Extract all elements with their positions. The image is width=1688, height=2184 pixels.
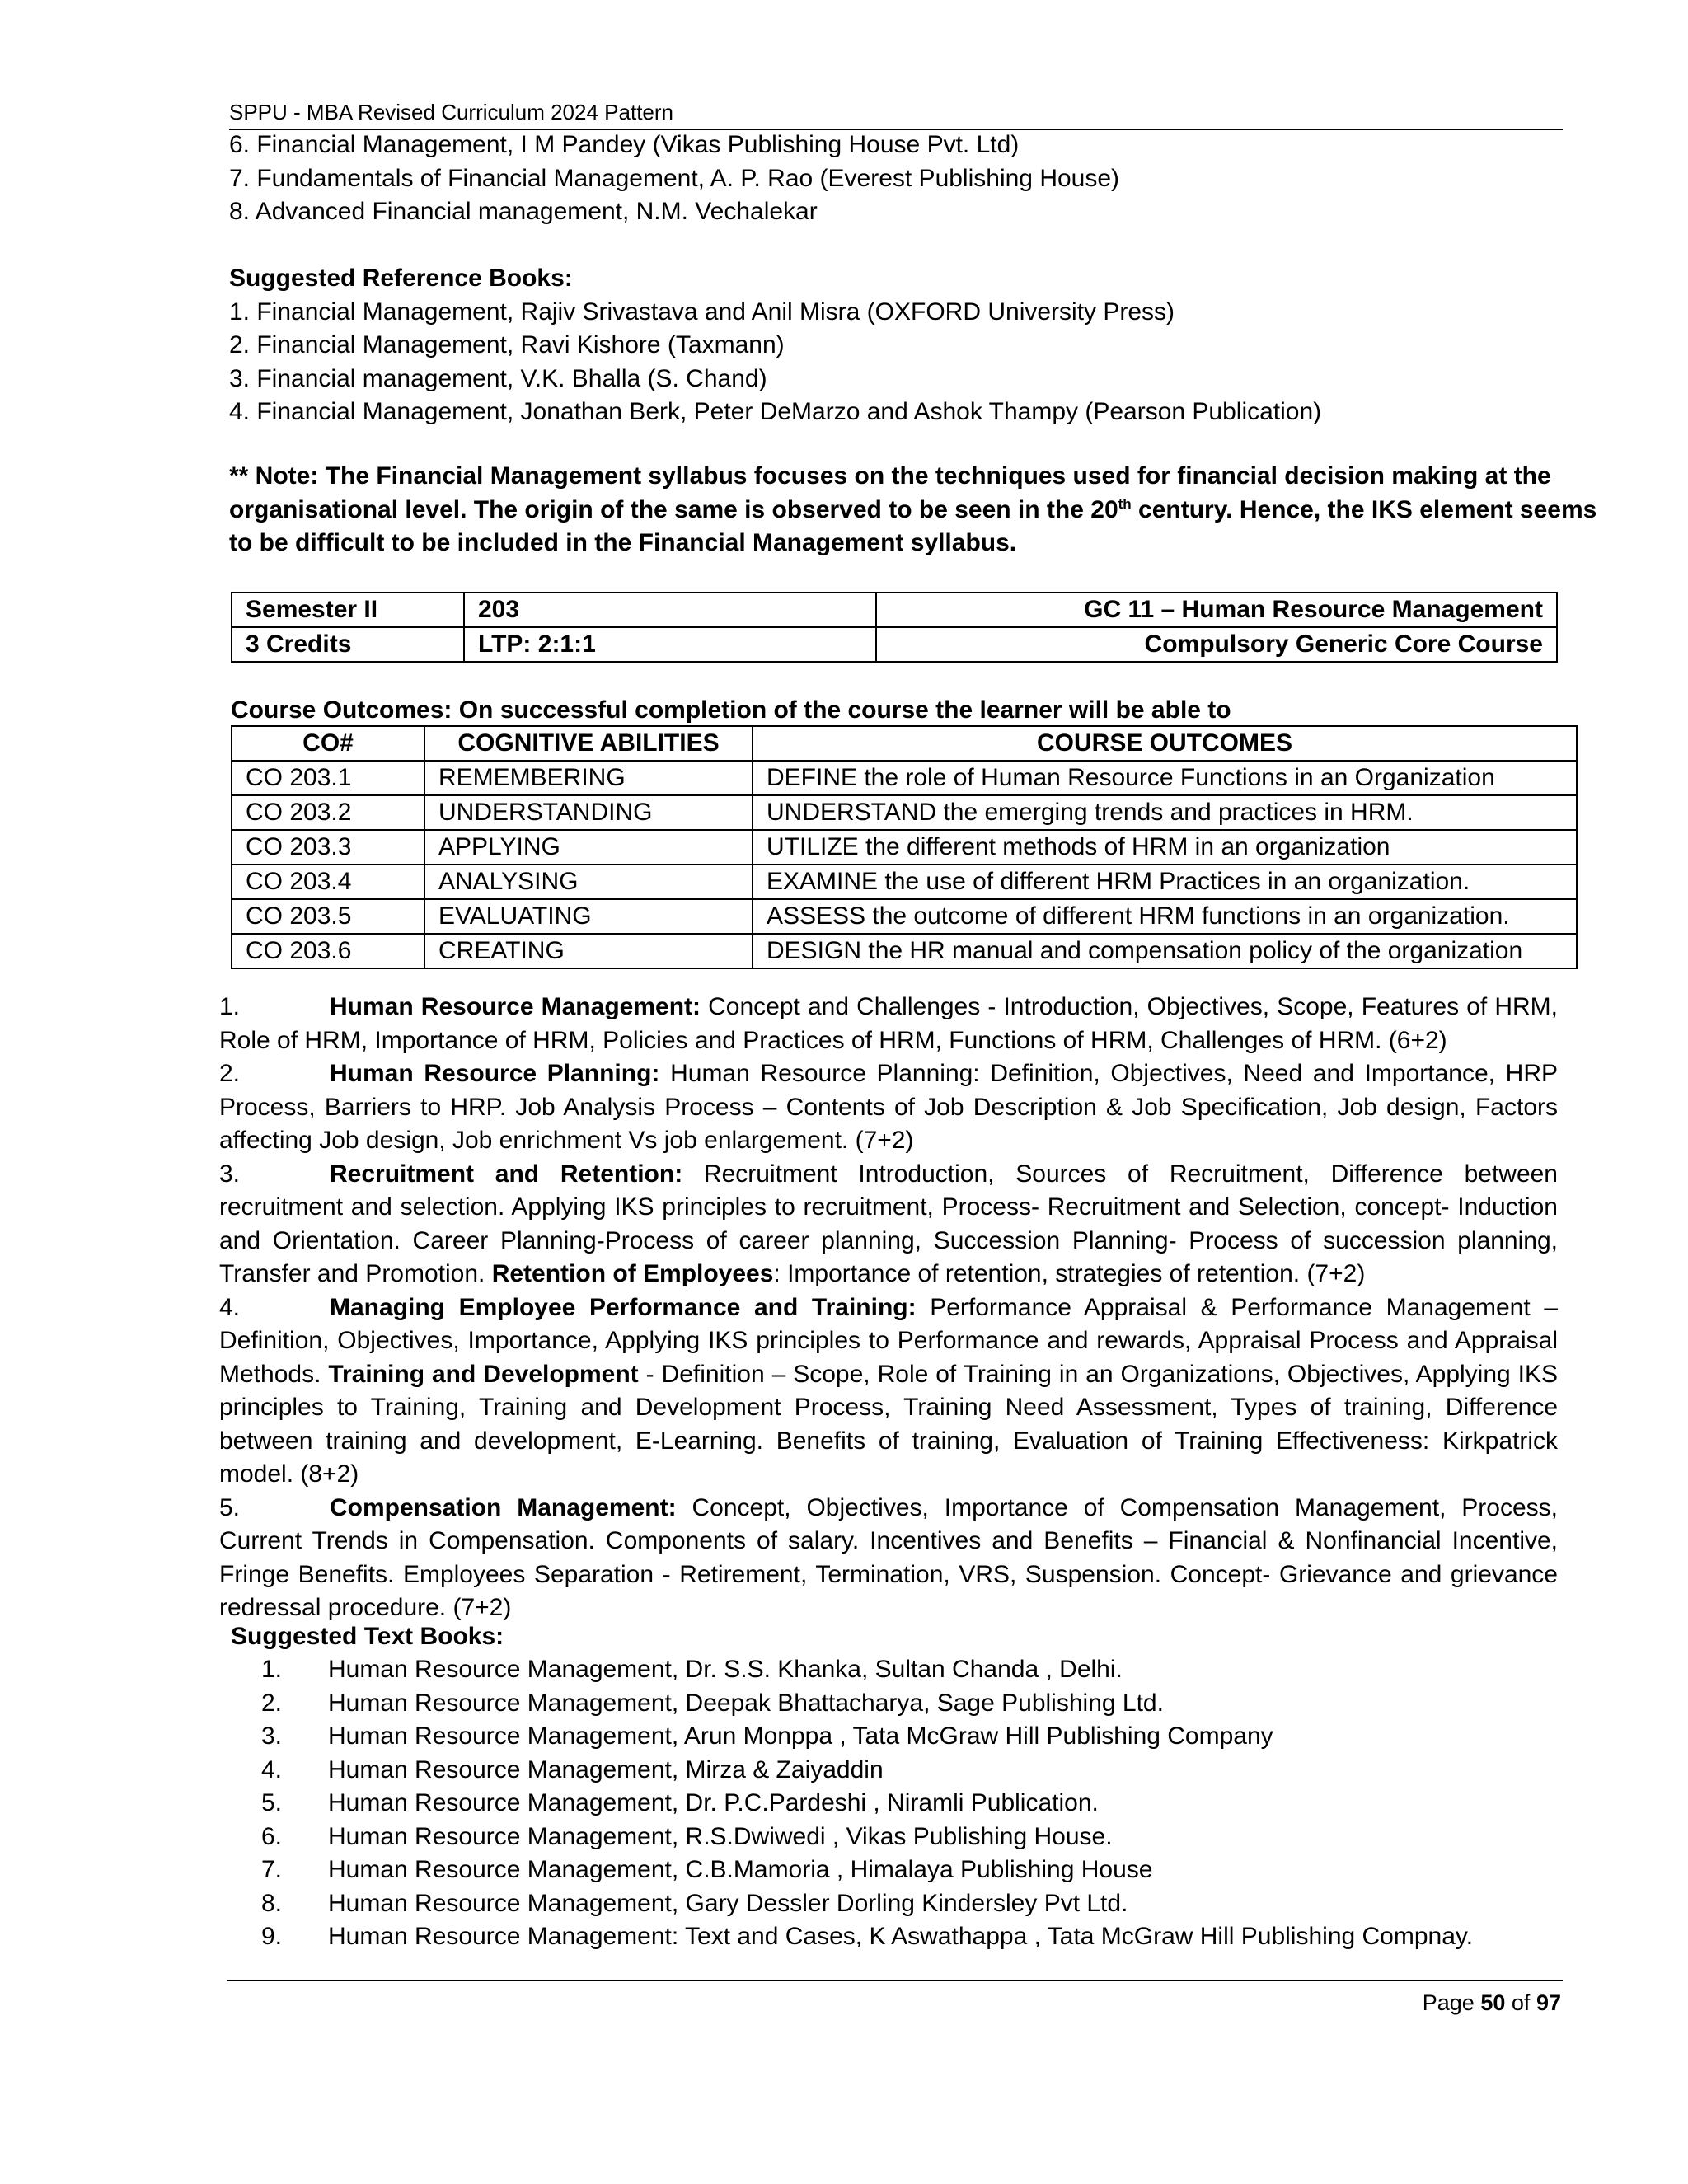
column-header: CO# bbox=[232, 726, 424, 761]
list-item bbox=[231, 1821, 1473, 1854]
unit-title: Human Resource Management: bbox=[330, 993, 701, 1020]
item-number: 5. bbox=[260, 1789, 282, 1816]
unit-paragraph bbox=[219, 1057, 1558, 1158]
course-info-table bbox=[231, 592, 1558, 663]
unit-number: 3. bbox=[219, 1160, 241, 1188]
unit-text: : Importance of retention, strategies of retention. (7+2) bbox=[773, 1260, 1366, 1287]
item-number: 7. bbox=[260, 1856, 282, 1883]
table-row bbox=[232, 899, 1577, 934]
unit-text: - Definition – Scope, Role of Training in an Organizations, Objectives, Applying IKS principles to Training, Training and Development Process, Training Need Assessment, Types of training, Difference between training and development, E-Learning. Benefits of training, Evaluation of Training Effectiveness: Kirkpatrick model. (8+2) bbox=[219, 1360, 1559, 1488]
item-number: 1. bbox=[260, 1656, 282, 1683]
prev-books-list bbox=[229, 129, 1563, 229]
item-number: 9. bbox=[260, 1923, 282, 1950]
item-number: 3. bbox=[260, 1722, 282, 1750]
code-cell: 203 bbox=[464, 593, 876, 627]
column-header: COURSE OUTCOMES bbox=[753, 726, 1577, 761]
ltp-cell: LTP: 2:1:1 bbox=[464, 627, 876, 662]
table-cell: REMEMBERING bbox=[424, 761, 753, 795]
reference-books bbox=[229, 262, 1563, 429]
syllabus-units bbox=[219, 991, 1558, 1625]
table-cell: CO 203.3 bbox=[232, 830, 424, 865]
unit-number: 4. bbox=[219, 1293, 241, 1321]
page-header: SPPU - MBA Revised Curriculum 2024 Pattern bbox=[229, 96, 1563, 130]
table-cell: CO 203.6 bbox=[232, 934, 424, 968]
list-item bbox=[231, 1787, 1473, 1821]
table-cell: CO 203.1 bbox=[232, 761, 424, 795]
table-row bbox=[232, 830, 1577, 865]
list-item: 8. Advanced Financial management, N.M. Vechalekar bbox=[229, 198, 818, 225]
item-text: Human Resource Management, Dr. S.S. Khanka, Sultan Chanda , Delhi. bbox=[328, 1656, 1123, 1683]
table-cell: ASSESS the outcome of different HRM functions in an organization. bbox=[753, 899, 1577, 934]
of-label: of bbox=[1511, 1990, 1531, 2015]
table-cell: DEFINE the role of Human Resource Functions in an Organization bbox=[753, 761, 1577, 795]
superscript: th bbox=[1118, 495, 1132, 512]
footer-divider bbox=[227, 1980, 1563, 1981]
course-outcomes-table bbox=[231, 725, 1578, 969]
unit-subtitle: Retention of Employees bbox=[491, 1260, 774, 1287]
unit-title: Compensation Management: bbox=[330, 1493, 677, 1521]
table-cell: APPLYING bbox=[424, 830, 753, 865]
item-text: Human Resource Management: Text and Cases, K Aswathappa , Tata McGraw Hill Publishing Compnay. bbox=[328, 1923, 1474, 1950]
current-page: 50 bbox=[1480, 1990, 1506, 2015]
item-text: Human Resource Management, Deepak Bhattacharya, Sage Publishing Ltd. bbox=[328, 1689, 1164, 1717]
unit-number: 2. bbox=[219, 1060, 241, 1087]
text-books-list bbox=[231, 1653, 1473, 1954]
unit-number: 5. bbox=[219, 1493, 241, 1521]
table-cell: EXAMINE the use of different HRM Practices in an organization. bbox=[753, 865, 1577, 899]
credits-cell: 3 Credits bbox=[232, 627, 464, 662]
column-header: COGNITIVE ABILITIES bbox=[424, 726, 753, 761]
table-cell: CO 203.5 bbox=[232, 899, 424, 934]
item-text: Human Resource Management, C.B.Mamoria , Himalaya Publishing House bbox=[328, 1856, 1153, 1883]
table-row bbox=[232, 934, 1577, 968]
note-line: to be difficult to be included in the Financial Management syllabus. bbox=[229, 529, 1017, 556]
table-cell: UNDERSTAND the emerging trends and practices in HRM. bbox=[753, 795, 1577, 830]
note-text: organisational level. The origin of the same is observed to be seen in the 20 bbox=[229, 495, 1118, 523]
note-line: ** Note: The Financial Management syllabus focuses on the techniques used for financial decision making at the bbox=[229, 462, 1551, 490]
unit-subtitle: Training and Development bbox=[328, 1360, 639, 1388]
list-item: 4. Financial Management, Jonathan Berk, Peter DeMarzo and Ashok Thampy (Pearson Publication) bbox=[229, 398, 1322, 425]
list-item bbox=[231, 1854, 1473, 1887]
list-item bbox=[231, 1887, 1473, 1921]
outcomes-heading: Course Outcomes: On successful completion of the course the learner will be able to bbox=[231, 696, 1231, 724]
list-item: 1. Financial Management, Rajiv Srivastava and Anil Misra (OXFORD University Press) bbox=[229, 298, 1175, 326]
type-cell: Compulsory Generic Core Course bbox=[876, 627, 1557, 662]
unit-paragraph bbox=[219, 1492, 1558, 1625]
item-number: 2. bbox=[260, 1689, 282, 1717]
title-cell: GC 11 – Human Resource Management bbox=[876, 593, 1557, 627]
note-line bbox=[229, 494, 1597, 527]
item-text: Human Resource Management, Mirza & Zaiyaddin bbox=[328, 1755, 884, 1783]
text-books-title: Suggested Text Books: bbox=[231, 1623, 504, 1650]
list-item bbox=[231, 1687, 1473, 1721]
total-pages: 97 bbox=[1536, 1990, 1561, 2015]
item-number: 4. bbox=[260, 1755, 282, 1783]
table-row bbox=[232, 593, 1557, 627]
list-item bbox=[231, 1653, 1473, 1687]
note bbox=[229, 460, 1597, 560]
list-item: 7. Fundamentals of Financial Management, A. P. Rao (Everest Publishing House) bbox=[229, 164, 1120, 192]
list-item: 3. Financial management, V.K. Bhalla (S. Chand) bbox=[229, 364, 767, 392]
item-text: Human Resource Management, Arun Monppa , Tata McGraw Hill Publishing Company bbox=[328, 1722, 1273, 1750]
unit-text: Recruitment Introduction, Sources of Recruitment, Difference between recruitment and selection. Applying IKS principles to recruitment, Process- Recruitment and Selection, concept- Induction and Orientation. Career Planning-Process of career planning, Succession Planning- Process of succession planning, Transfer and Promotion. bbox=[219, 1160, 1558, 1287]
unit-title: Recruitment and Retention: bbox=[330, 1160, 683, 1188]
item-text: Human Resource Management, Dr. P.C.Pardeshi , Niramli Publication. bbox=[328, 1789, 1099, 1816]
table-cell: EVALUATING bbox=[424, 899, 753, 934]
list-item bbox=[231, 1920, 1473, 1954]
unit-number: 1. bbox=[219, 993, 241, 1020]
list-item: 2. Financial Management, Ravi Kishore (Taxmann) bbox=[229, 331, 785, 359]
semester-cell: Semester II bbox=[232, 593, 464, 627]
table-cell: UTILIZE the different methods of HRM in an organization bbox=[753, 830, 1577, 865]
table-cell: UNDERSTANDING bbox=[424, 795, 753, 830]
unit-paragraph bbox=[219, 991, 1558, 1057]
unit-paragraph bbox=[219, 1158, 1558, 1291]
note-text: century. Hence, the IKS element seems bbox=[1131, 495, 1597, 523]
item-number: 8. bbox=[260, 1889, 282, 1917]
item-text: Human Resource Management, R.S.Dwiwedi , Vikas Publishing House. bbox=[328, 1822, 1113, 1850]
page-number bbox=[1423, 1986, 1561, 2019]
table-cell: ANALYSING bbox=[424, 865, 753, 899]
list-item bbox=[231, 1754, 1473, 1788]
unit-text: Human Resource Planning: Definition, Objectives, Need and Importance, HRP Process, Barriers to HRP. Job Analysis Process – Contents of Job Description & Job Specification, Job design, Factors affecting Job design, Job enrichment Vs job enlargement. (7+2) bbox=[219, 1060, 1559, 1154]
unit-text: Performance Appraisal & Performance Management – Definition, Objectives, Importance, Applying IKS principles to Performance and rewards, Appraisal Process and Appraisal Methods. bbox=[219, 1293, 1558, 1388]
table-row bbox=[232, 761, 1577, 795]
unit-text: Concept, Objectives, Importance of Compensation Management, Process, Current Trends in Compensation. Components of salary. Incentives and Benefits – Financial & Nonfinancial Incentive, Fringe Benefits. Employees Separation - Retirement, Termination, VRS, Suspension. Concept- Grievance and grievance redressal procedure. (7+2) bbox=[219, 1493, 1558, 1621]
item-number: 6. bbox=[260, 1822, 282, 1850]
unit-title: Managing Employee Performance and Training: bbox=[330, 1293, 917, 1321]
table-cell: CREATING bbox=[424, 934, 753, 968]
table-cell: CO 203.4 bbox=[232, 865, 424, 899]
unit-text: Concept and Challenges - Introduction, Objectives, Scope, Features of HRM, Role of HRM, Importance of HRM, Policies and Practices of HRM, Functions of HRM, Challenges of HRM. (6+2) bbox=[219, 993, 1558, 1054]
page-label: Page bbox=[1422, 1990, 1475, 2015]
table-cell: CO 203.2 bbox=[232, 795, 424, 830]
list-item: 6. Financial Management, I M Pandey (Vikas Publishing House Pvt. Ltd) bbox=[229, 131, 1020, 158]
table-cell: DESIGN the HR manual and compensation policy of the organization bbox=[753, 934, 1577, 968]
unit-title: Human Resource Planning: bbox=[330, 1060, 660, 1087]
table-row bbox=[232, 865, 1577, 899]
unit-paragraph bbox=[219, 1291, 1558, 1492]
table-row bbox=[232, 627, 1557, 662]
item-text: Human Resource Management, Gary Dessler Dorling Kindersley Pvt Ltd. bbox=[328, 1889, 1128, 1917]
table-row bbox=[232, 795, 1577, 830]
table-header-row bbox=[232, 726, 1577, 761]
section-title: Suggested Reference Books: bbox=[229, 265, 573, 292]
list-item bbox=[231, 1720, 1473, 1754]
